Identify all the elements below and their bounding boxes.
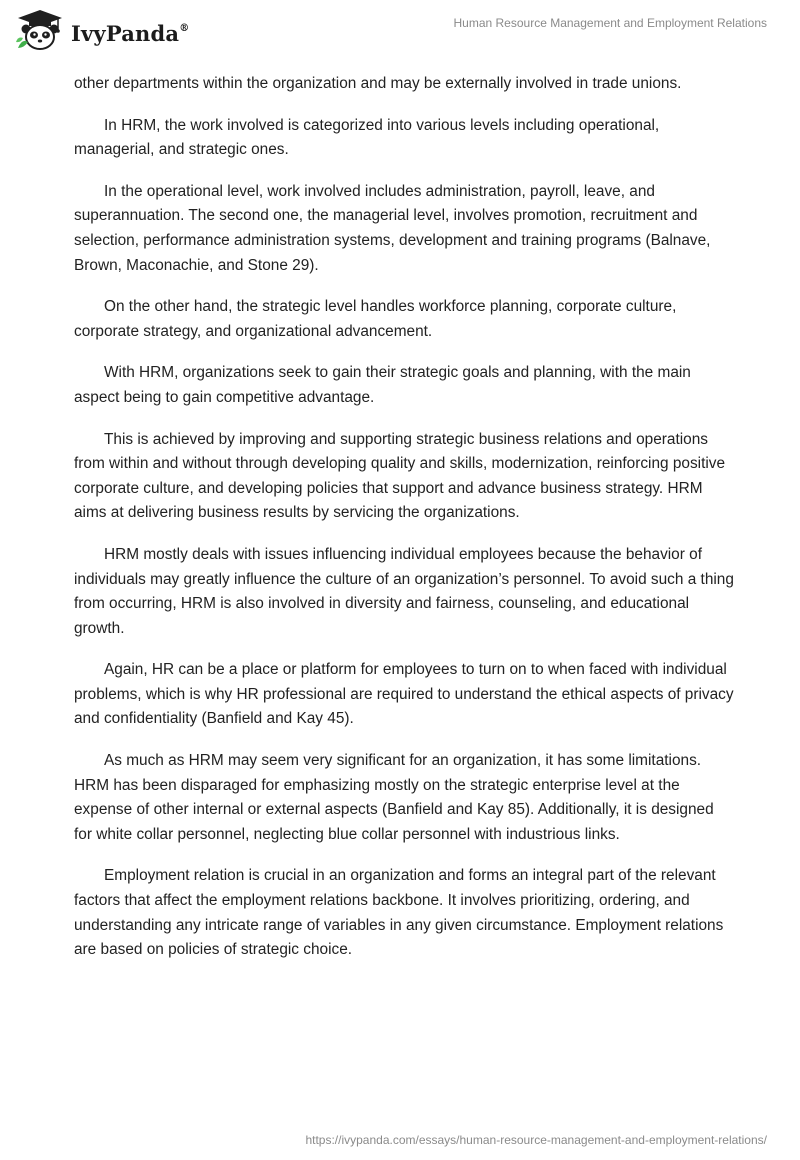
source-url[interactable]: https://ivypanda.com/essays/human-resource-management-and-employment-relations/	[305, 1133, 767, 1147]
page-header	[0, 0, 800, 60]
paragraph: Again, HR can be a place or platform for employees to turn on to when faced with individual problems, which is why HR professional are required to understand the ethical aspects of privacy and confidentiality (Banfield and Kay 45).	[74, 661, 734, 728]
paragraph: This is achieved by improving and supporting strategic business relations and operations from within and without through developing quality and skills, modernization, reinforcing positive corporate culture, and developing policies that support and advance business strategy. HRM aims at delivering business results by servicing the organizations.	[74, 430, 726, 522]
paragraph: other departments within the organization and may be externally involved in trade unions.	[74, 75, 682, 92]
essay-body	[74, 72, 734, 980]
paragraph: With HRM, organizations seek to gain their strategic goals and planning, with the main aspect being to gain competitive advantage.	[74, 364, 691, 406]
logo-wordmark: IvyPanda®	[71, 20, 190, 46]
panda-graduate-icon	[14, 8, 66, 52]
paragraph: HRM mostly deals with issues influencing individual employees because the behavior of individuals may greatly influence the culture of an organization’s personnel. To avoid such a thing from occurring, HRM is also involved in diversity and fairness, counseling, and educational growth.	[74, 545, 734, 637]
ivypanda-logo[interactable]	[14, 8, 189, 52]
paragraph: Employment relation is crucial in an organization and forms an integral part of the relevant factors that affect the employment relations backbone. It involves prioritizing, ordering, and understanding any intricate range of variables in any given circumstance. Employment relations are based on policies of strategic choice.	[74, 867, 724, 959]
document-title: Human Resource Management and Employment Relations	[453, 16, 767, 30]
paragraph: In the operational level, work involved includes administration, payroll, leave, and superannuation. The second one, the managerial level, involves promotion, recruitment and selection, performance administration systems, development and training programs (Balnave, Brown, Maconachie, and Stone 29).	[74, 182, 711, 274]
paragraph: In HRM, the work involved is categorized into various levels including operational, managerial, and strategic ones.	[74, 116, 660, 159]
paragraph: As much as HRM may seem very significant for an organization, it has some limitations. HRM has been disparaged for emphasizing mostly on the strategic enterprise level at the expense of other internal or external aspects (Banfield and Kay 85). Additionally, it is designed for white collar personnel, neglecting blue collar personnel with industrious links.	[74, 752, 714, 843]
paragraph: On the other hand, the strategic level handles workforce planning, corporate culture, corporate strategy, and organizational advancement.	[74, 298, 677, 340]
